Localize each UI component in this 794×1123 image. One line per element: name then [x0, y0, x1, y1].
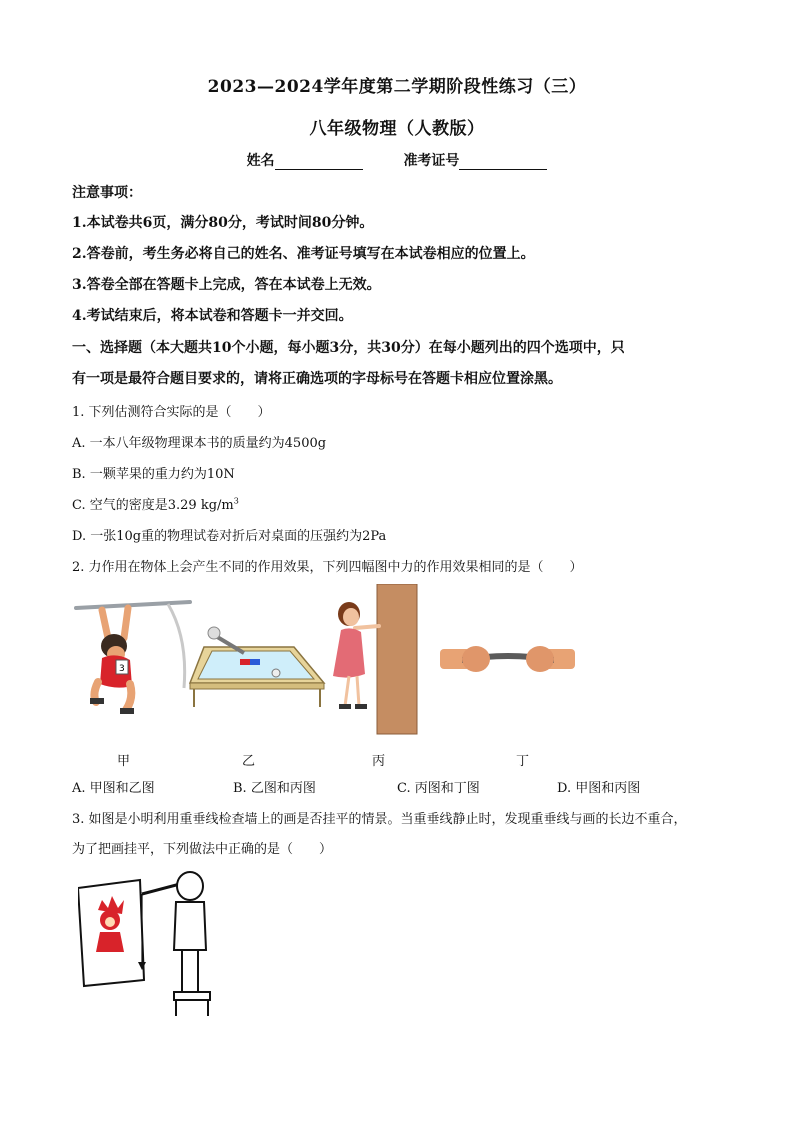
q1-option-d: D. 一张10g重的物理试卷对折后对桌面的压强约为2Pa — [72, 529, 387, 544]
figure-ding-hands-bending-rod — [430, 637, 585, 682]
q1-option-c: C. 空气的密度是3.29 $kg/m^3$ — [72, 496, 239, 513]
fig-label-jia: 甲 — [117, 754, 131, 769]
notice-item-3: 3.答卷全部在答题卡上完成，答在本试卷上无效。 — [72, 277, 381, 293]
q2-stem: 2. 力作用在物体上会产生不同的作用效果，下列四幅图中力的作用效果相同的是（ ） — [72, 560, 583, 575]
notice-item-1: 1.本试卷共6页，满分80分，考试时间80分钟。 — [72, 215, 374, 231]
exam-title: 2023—2024学年度第二学期阶段性练习（三） — [207, 77, 587, 97]
section-heading-line2: 有一项是最符合题目要求的，请将正确选项的字母标号在答题卡相应位置涂黑。 — [72, 371, 562, 387]
q2-option-a: A. 甲图和乙图 — [72, 781, 155, 796]
notice-item-2: 2.答卷前，考生务必将自己的姓名、准考证号填写在本试卷相应的位置上。 — [72, 246, 535, 262]
fig-label-bing: 丙 — [372, 754, 386, 769]
figure-yi-magnet-ball — [184, 625, 329, 710]
fig-label-yi: 乙 — [242, 754, 256, 769]
svg-text:3: 3 — [119, 664, 125, 674]
q1-option-a: A. 一本八年级物理课本书的质量约为4500g — [72, 436, 327, 451]
figure-q3-plumb-line — [78, 870, 223, 1020]
name-blank[interactable] — [275, 155, 363, 170]
q1-stem: 1. 下列估测符合实际的是（ ） — [72, 405, 271, 420]
figure-bing-girl-pushing-wall — [327, 584, 422, 736]
fig-label-ding: 丁 — [516, 754, 530, 769]
q2-option-b: B. 乙图和丙图 — [233, 781, 316, 796]
figure-jia-pole-vaulter — [72, 598, 192, 723]
exam-subtitle: 八年级物理（人教版） — [309, 119, 485, 139]
id-label: 准考证号 — [403, 153, 460, 169]
q3-stem-line2: 为了把画挂平，下列做法中正确的是（ ） — [72, 842, 333, 857]
student-info — [0, 150, 794, 170]
section-heading-line1: 一、选择题（本大题共10个小题，每小题3分，共30分）在每小题列出的四个选项中，只 — [72, 340, 625, 356]
id-blank[interactable] — [459, 155, 547, 170]
notice-item-4: 4.考试结束后，将本试卷和答题卡一并交回。 — [72, 308, 353, 324]
q3-stem-line1: 3. 如图是小明利用重垂线检查墙上的画是否挂平的情景。当重垂线静止时，发现重垂线与画的长边不重合， — [72, 812, 687, 827]
name-label: 姓名 — [246, 153, 275, 169]
q2-option-c: C. 丙图和丁图 — [397, 781, 480, 796]
notice-heading: 注意事项： — [72, 185, 142, 201]
q2-option-d: D. 甲图和丙图 — [557, 781, 641, 796]
q1-option-b: B. 一颗苹果的重力约为10N — [72, 467, 235, 482]
